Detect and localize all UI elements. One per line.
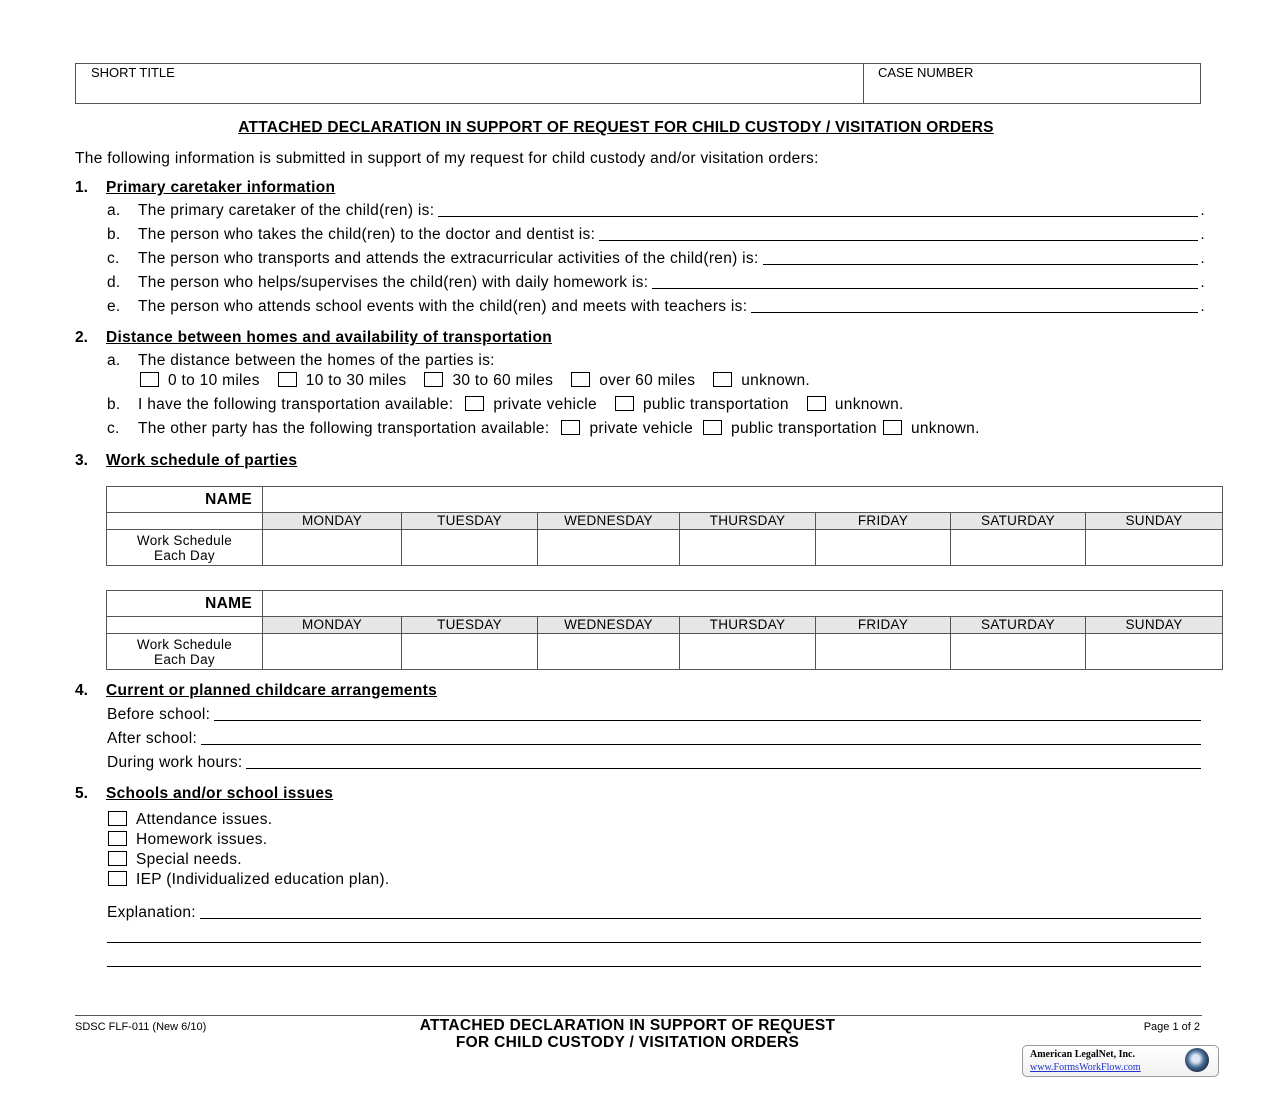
schedule-cell[interactable] xyxy=(538,634,680,670)
schedule-cell[interactable] xyxy=(951,634,1086,670)
day-header: TUESDAY xyxy=(402,513,538,530)
work-hours-input[interactable] xyxy=(246,767,1201,769)
schedule-cell[interactable] xyxy=(1086,530,1223,566)
schedule-cell[interactable] xyxy=(1086,634,1223,670)
attendance-option xyxy=(108,811,272,829)
distance-options xyxy=(140,372,810,390)
item-letter: c. xyxy=(107,250,120,267)
item-label: The person who attends school events with the child(ren) and meets with teachers is: xyxy=(138,298,748,315)
period: . xyxy=(1200,298,1205,315)
footer-title-line: FOR CHILD CUSTODY / VISITATION ORDERS xyxy=(455,1034,800,1051)
blank-cell xyxy=(107,513,263,530)
day-header: WEDNESDAY xyxy=(538,617,680,634)
option-label: unknown. xyxy=(741,372,811,389)
doctor-dentist-input[interactable] xyxy=(599,239,1198,241)
item-label: The primary caretaker of the child(ren) is: xyxy=(138,202,435,219)
period: . xyxy=(1200,202,1205,219)
period: . xyxy=(1200,250,1205,267)
day-header: TUESDAY xyxy=(402,617,538,634)
distance-question xyxy=(107,352,495,370)
option-label: Special needs. xyxy=(136,851,242,868)
section-title: Work schedule of parties xyxy=(106,452,298,469)
iep-option xyxy=(108,871,390,889)
section-number: 3. xyxy=(75,452,88,469)
other-transportation-row xyxy=(107,420,980,438)
intro-text: The following information is submitted in support of my request for child custody and/or visitation orders: xyxy=(75,150,819,167)
field-label: After school: xyxy=(107,730,198,747)
schedule-cell[interactable] xyxy=(263,634,402,670)
option-label: unknown. xyxy=(910,420,980,437)
section-number: 1. xyxy=(75,179,88,196)
before-school-input[interactable] xyxy=(214,719,1201,721)
option-label: unknown. xyxy=(834,396,904,413)
caretaker-row-c xyxy=(107,248,1205,268)
option-label: 10 to 30 miles xyxy=(305,372,407,389)
work-hours-row xyxy=(107,752,1201,772)
row-label xyxy=(107,634,263,670)
schedule-cell[interactable] xyxy=(816,530,951,566)
option-label: public transportation xyxy=(731,420,877,437)
checkbox-30-60[interactable] xyxy=(424,372,443,387)
item-label: The person who transports and attends the extracurricular activities of the child(ren) is: xyxy=(138,250,759,267)
school-events-input[interactable] xyxy=(751,311,1198,313)
field-label: During work hours: xyxy=(107,754,243,771)
section-5-heading xyxy=(75,785,333,803)
my-transportation-row xyxy=(107,396,904,414)
option-label: public transportation xyxy=(642,396,789,413)
item-letter: e. xyxy=(107,298,121,315)
primary-caretaker-input[interactable] xyxy=(438,215,1198,217)
page-number: Page 1 of 2 xyxy=(1143,1021,1200,1033)
section-2-heading xyxy=(75,329,552,347)
section-1-heading xyxy=(75,179,335,197)
case-number-label: CASE NUMBER xyxy=(878,65,974,80)
checkbox-homework[interactable] xyxy=(108,831,127,846)
logo-name: American LegalNet, Inc. xyxy=(1030,1049,1135,1060)
row-label-line: Each Day xyxy=(154,651,215,667)
item-letter: b. xyxy=(107,396,121,413)
checkbox-other-private-vehicle[interactable] xyxy=(561,420,580,435)
checkbox-attendance[interactable] xyxy=(108,811,127,826)
party-1-name-input[interactable] xyxy=(263,487,1223,513)
day-header: WEDNESDAY xyxy=(538,513,680,530)
checkbox-0-10[interactable] xyxy=(140,372,159,387)
day-header: THURSDAY xyxy=(680,617,816,634)
option-label: private vehicle xyxy=(589,420,694,437)
day-header: FRIDAY xyxy=(816,617,951,634)
item-letter: a. xyxy=(107,352,121,369)
section-title: Distance between homes and availability of transportation xyxy=(106,329,553,346)
option-label: Homework issues. xyxy=(136,831,268,848)
explanation-line-3[interactable] xyxy=(107,966,1201,967)
checkbox-special-needs[interactable] xyxy=(108,851,127,866)
case-number-field[interactable] xyxy=(864,64,1200,103)
after-school-input[interactable] xyxy=(201,743,1201,745)
after-school-row xyxy=(107,728,1201,748)
explanation-row xyxy=(107,902,1201,922)
party-2-name-input[interactable] xyxy=(263,591,1223,617)
section-number: 4. xyxy=(75,682,88,699)
row-label-line: Each Day xyxy=(154,547,215,563)
item-label: The person who takes the child(ren) to the doctor and dentist is: xyxy=(138,226,596,243)
section-number: 2. xyxy=(75,329,88,346)
option-label: 30 to 60 miles xyxy=(452,372,554,389)
footer-title-line: ATTACHED DECLARATION IN SUPPORT OF REQUEST xyxy=(419,1017,836,1034)
section-title: Current or planned childcare arrangements xyxy=(106,682,437,699)
item-letter: d. xyxy=(107,274,121,291)
item-letter: b. xyxy=(107,226,121,243)
special-needs-option xyxy=(108,851,242,869)
item-letter: c. xyxy=(107,420,120,437)
schedule-cell[interactable] xyxy=(402,530,538,566)
schedule-cell[interactable] xyxy=(263,530,402,566)
checkbox-10-30[interactable] xyxy=(278,372,297,387)
row-label xyxy=(107,530,263,566)
short-title-field[interactable] xyxy=(76,64,864,103)
checkbox-my-public-transport[interactable] xyxy=(615,396,634,411)
day-header: SUNDAY xyxy=(1086,513,1223,530)
schedule-cell[interactable] xyxy=(816,634,951,670)
explanation-line-2[interactable] xyxy=(107,942,1201,943)
extracurricular-input[interactable] xyxy=(763,263,1199,265)
option-label: private vehicle xyxy=(493,396,597,413)
globe-icon xyxy=(1185,1048,1209,1072)
short-title-label: SHORT TITLE xyxy=(91,65,175,80)
homework-option xyxy=(108,831,267,849)
section-number: 5. xyxy=(75,785,88,802)
item-letter: a. xyxy=(107,202,121,219)
row-label-line: Work Schedule xyxy=(136,532,233,548)
day-header: SATURDAY xyxy=(951,513,1086,530)
period: . xyxy=(1200,274,1205,291)
section-3-heading xyxy=(75,452,297,470)
before-school-row xyxy=(107,704,1201,724)
work-schedule-table-1 xyxy=(106,486,1223,566)
header-box xyxy=(75,63,1201,104)
checkbox-other-public-transport[interactable] xyxy=(703,420,722,435)
day-header: MONDAY xyxy=(263,617,402,634)
american-legalnet-logo[interactable] xyxy=(1022,1045,1219,1077)
form-id: SDSC FLF-011 (New 6/10) xyxy=(75,1021,207,1033)
schedule-cell[interactable] xyxy=(680,530,816,566)
schedule-cell[interactable] xyxy=(402,634,538,670)
row-label-line: Work Schedule xyxy=(136,636,233,652)
name-label: NAME xyxy=(107,591,263,617)
item-label: The person who helps/supervises the child(ren) with daily homework is: xyxy=(138,274,649,291)
checkbox-unknown[interactable] xyxy=(713,372,732,387)
day-header: FRIDAY xyxy=(816,513,951,530)
option-label: 0 to 10 miles xyxy=(168,372,260,389)
field-label: Explanation: xyxy=(107,904,196,921)
item-label: The distance between the homes of the parties is: xyxy=(138,352,495,369)
field-label: Before school: xyxy=(107,706,211,723)
checkbox-my-private-vehicle[interactable] xyxy=(465,396,484,411)
caretaker-row-a xyxy=(107,200,1205,220)
checkbox-over-60[interactable] xyxy=(571,372,590,387)
schedule-cell[interactable] xyxy=(538,530,680,566)
work-schedule-table-2 xyxy=(106,590,1223,670)
option-label: over 60 miles xyxy=(599,372,696,389)
day-header: THURSDAY xyxy=(680,513,816,530)
caretaker-row-e xyxy=(107,296,1205,316)
section-title: Schools and/or school issues xyxy=(106,785,334,802)
caretaker-row-d xyxy=(107,272,1205,292)
day-header: SUNDAY xyxy=(1086,617,1223,634)
section-4-heading xyxy=(75,682,437,700)
day-header: MONDAY xyxy=(263,513,402,530)
item-label: The other party has the following transportation available: xyxy=(138,420,550,437)
checkbox-my-unknown[interactable] xyxy=(807,396,826,411)
option-label: IEP (Individualized education plan). xyxy=(136,871,390,888)
logo-url[interactable]: www.FormsWorkFlow.com xyxy=(1030,1062,1141,1073)
schedule-cell[interactable] xyxy=(680,634,816,670)
caretaker-row-b xyxy=(107,224,1205,244)
checkbox-other-unknown[interactable] xyxy=(883,420,902,435)
form-title: ATTACHED DECLARATION IN SUPPORT OF REQUEST FOR CHILD CUSTODY / VISITATION ORDERS xyxy=(238,119,994,136)
blank-cell xyxy=(107,617,263,634)
checkbox-iep[interactable] xyxy=(108,871,127,886)
item-label: I have the following transportation available: xyxy=(138,396,454,413)
period: . xyxy=(1200,226,1205,243)
explanation-input[interactable] xyxy=(200,917,1201,919)
section-title: Primary caretaker information xyxy=(106,179,336,196)
footer-title xyxy=(300,1017,955,1051)
name-label: NAME xyxy=(107,487,263,513)
homework-input[interactable] xyxy=(652,287,1198,289)
day-header: SATURDAY xyxy=(951,617,1086,634)
schedule-cell[interactable] xyxy=(951,530,1086,566)
footer-divider xyxy=(75,1015,1202,1016)
option-label: Attendance issues. xyxy=(136,811,273,828)
